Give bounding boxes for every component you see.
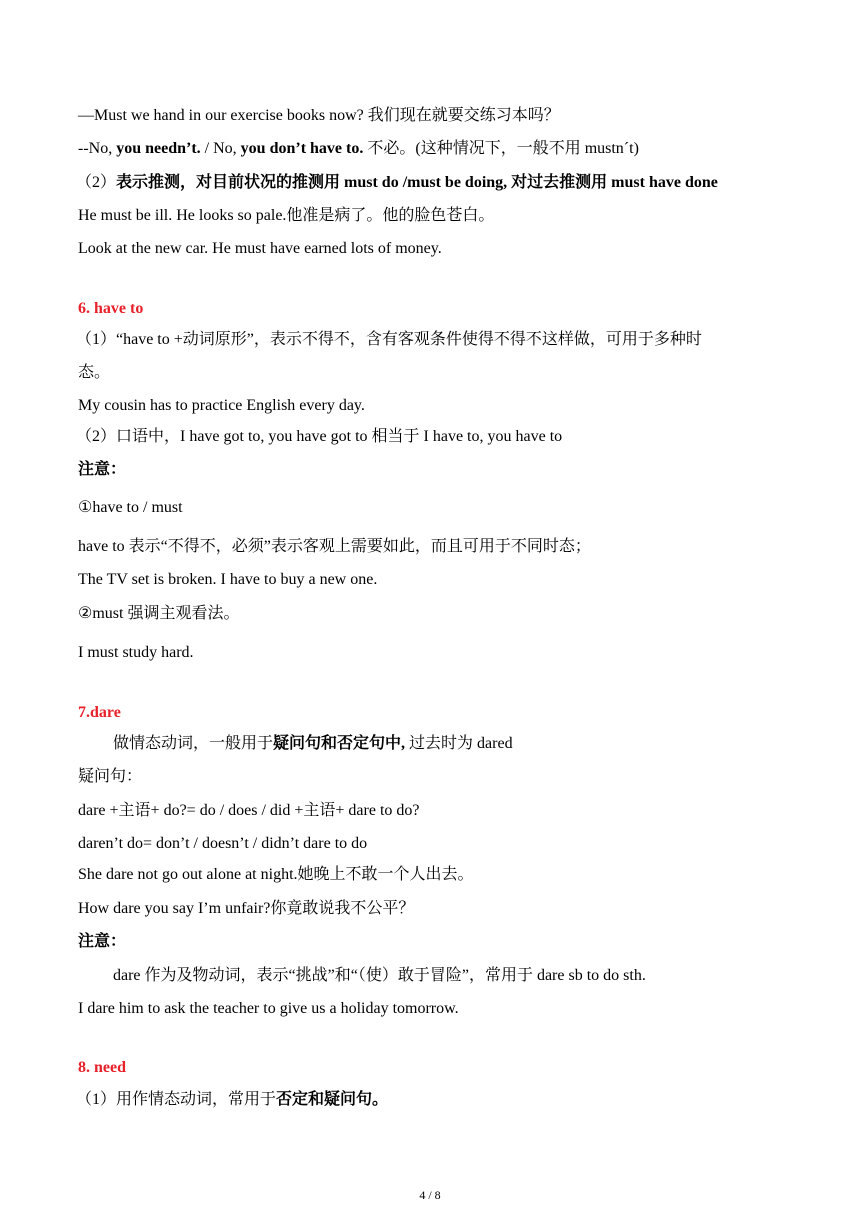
- note-label: 注意：: [78, 461, 127, 478]
- example-sentence: My cousin has to practice English every day.: [78, 397, 365, 414]
- bold-text: 疑问句和否定句中,: [273, 735, 406, 752]
- text-span: 过去时为 dared: [405, 735, 513, 752]
- text-span: / No,: [200, 140, 241, 157]
- rule-text-continued: 态。: [78, 364, 111, 381]
- example-sentence: How dare you say I’m unfair?你竟敢说我不公平？: [78, 900, 415, 917]
- note-item: ①have to / must: [78, 499, 183, 516]
- example-dialogue-answer: [78, 138, 639, 160]
- example-sentence: I dare him to ask the teacher to give us a holiday tomorrow.: [78, 1000, 459, 1017]
- example-dialogue-question: —Must we hand in our exercise books now? 我们现在就要交练习本吗？: [78, 107, 560, 124]
- section-heading-dare: 7.dare: [78, 704, 121, 721]
- text-span: （1）用作情态动词，常用于: [76, 1091, 277, 1108]
- rule-text: [76, 1089, 388, 1111]
- formula: daren’t do= don’t / doesn’t / didn’t dare to do: [78, 835, 368, 852]
- rule-inference: [76, 172, 718, 194]
- example-sentence: I must study hard.: [78, 644, 194, 661]
- formula: dare +主语+ do?= do / does / did +主语+ dare to do?: [78, 802, 420, 819]
- example-sentence: The TV set is broken. I have to buy a new one.: [78, 571, 378, 588]
- text-span: 做情态动词，一般用于: [113, 735, 274, 752]
- text-span: --No,: [78, 140, 117, 157]
- text-span: 不必。(这种情况下，一般不用 mustn´t): [363, 140, 639, 157]
- section-heading-have-to: 6. have to: [78, 300, 144, 317]
- bold-text: you don’t have to.: [240, 140, 364, 157]
- rule-text: （2）口语中，I have got to, you have got to 相当于 I have to, you have to: [76, 428, 563, 445]
- example-sentence: She dare not go out alone at night.她晚上不敢一个人出去。: [78, 866, 474, 883]
- note-label: 注意：: [78, 933, 127, 950]
- note-text: dare 作为及物动词，表示“挑战”和“（使）敢于冒险”，常用于 dare sb to do sth.: [113, 967, 646, 984]
- subheading: 疑问句：: [78, 768, 143, 785]
- section-heading-need: 8. need: [78, 1059, 126, 1076]
- example-sentence: Look at the new car. He must have earned lots of money.: [78, 240, 442, 257]
- rule-text: [113, 733, 513, 755]
- bold-text: 表示推测，对目前状况的推测用 must do /must be doing, 对过去推测用 must have done: [116, 174, 718, 191]
- page-number: 4 / 8: [419, 1188, 441, 1202]
- note-text: have to 表示“不得不，必须”表示客观上需要如此，而且可用于不同时态；: [78, 538, 591, 555]
- note-item: ②must 强调主观看法。: [78, 605, 240, 622]
- bold-text: you needn’t.: [116, 140, 201, 157]
- text-span: （2）: [76, 174, 117, 191]
- bold-text: 否定和疑问句。: [276, 1091, 389, 1108]
- rule-text: （1）“have to +动词原形”，表示不得不，含有客观条件使得不得不这样做，可用于多种时: [76, 331, 702, 348]
- example-sentence: He must be ill. He looks so pale.他准是病了。他的脸色苍白。: [78, 207, 495, 224]
